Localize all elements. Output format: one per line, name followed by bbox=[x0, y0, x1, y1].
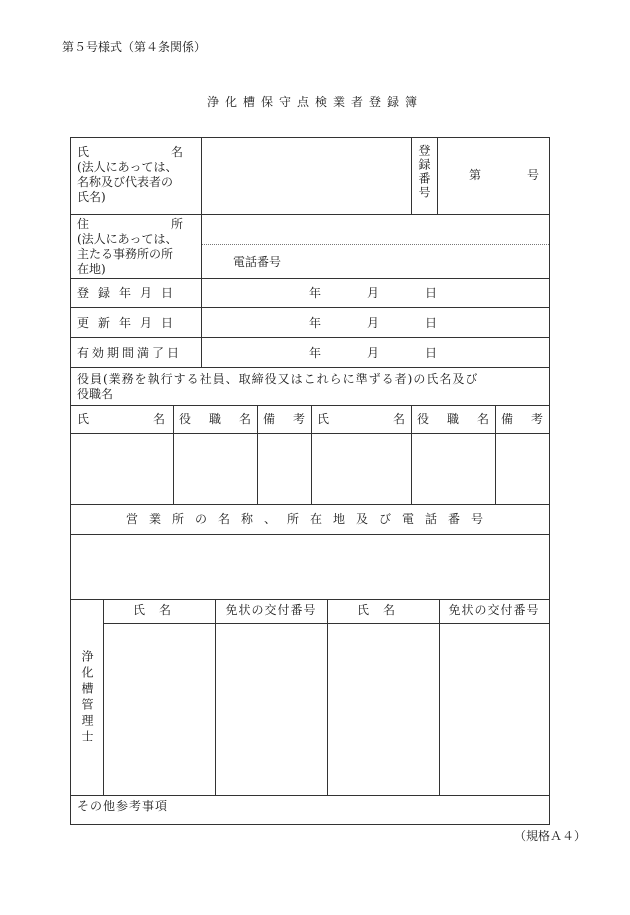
rule bbox=[71, 504, 549, 505]
renewal-date-month[interactable]: 月 bbox=[367, 316, 380, 330]
officers-col-name-2: 氏 名 bbox=[317, 412, 405, 426]
offices-entry-area[interactable] bbox=[71, 534, 549, 599]
officers-col-post-2: 役 職 名 bbox=[417, 412, 489, 426]
registration-date-day[interactable]: 日 bbox=[425, 286, 438, 300]
rule bbox=[71, 337, 549, 338]
rule bbox=[411, 138, 412, 214]
officers-col-name: 氏 名 bbox=[77, 412, 165, 426]
expiry-date-label: 有効期間満了日 bbox=[77, 346, 183, 360]
name-input[interactable] bbox=[201, 138, 411, 214]
officers-col-post: 役 職 名 bbox=[179, 412, 251, 426]
form-number-label: 第５号様式（第４条関係） bbox=[62, 40, 207, 54]
registration-number-label: 登録番号 bbox=[417, 144, 431, 200]
page-title: 浄化槽保守点検業者登録簿 bbox=[206, 95, 423, 109]
expiry-date-month[interactable]: 月 bbox=[367, 346, 380, 360]
rule bbox=[71, 599, 549, 600]
rule bbox=[437, 138, 438, 214]
registration-date-label: 登録年月日 bbox=[77, 286, 183, 300]
managers-side-label: 浄化槽管理士 bbox=[80, 650, 94, 746]
rule bbox=[71, 405, 549, 406]
officers-col-note: 備 考 bbox=[263, 412, 305, 426]
rule bbox=[71, 367, 549, 368]
phone-label: 電話番号 bbox=[233, 255, 282, 269]
name-label-note-2: 名称及び代表者の bbox=[77, 175, 174, 189]
renewal-date-year[interactable]: 年 bbox=[309, 316, 322, 330]
officers-entry-area[interactable] bbox=[71, 433, 549, 504]
registration-date-month[interactable]: 月 bbox=[367, 286, 380, 300]
registration-date-year[interactable]: 年 bbox=[309, 286, 322, 300]
address-label-note-2: 主たる事務所の所 bbox=[77, 247, 174, 261]
dotted-rule bbox=[201, 244, 549, 245]
renewal-date-label: 更新年月日 bbox=[77, 316, 183, 330]
name-label: 氏 名 bbox=[77, 145, 183, 159]
managers-col-license: 免状の交付番号 bbox=[225, 603, 317, 617]
managers-col-name: 氏名 bbox=[132, 603, 185, 617]
other-notes-label: その他参考事項 bbox=[77, 799, 169, 813]
rule bbox=[71, 278, 549, 279]
paper-size-note: （規格Ａ４） bbox=[513, 829, 586, 843]
address-label-note-3: 在地) bbox=[77, 262, 106, 276]
address-label-note-1: (法人にあっては、 bbox=[77, 232, 178, 246]
expiry-date-day[interactable]: 日 bbox=[425, 346, 438, 360]
address-label: 住 所 bbox=[77, 217, 183, 231]
name-label-note-1: (法人にあっては、 bbox=[77, 160, 178, 174]
offices-caption: 営業所の名称、所在地及び電話番号 bbox=[125, 512, 494, 526]
managers-col-name-2: 氏名 bbox=[356, 603, 409, 617]
rule bbox=[71, 307, 549, 308]
officers-caption-2: 役職名 bbox=[77, 387, 114, 401]
registry-form bbox=[70, 137, 550, 825]
managers-entry-area[interactable] bbox=[103, 623, 549, 795]
name-label-note-3: 氏名) bbox=[77, 190, 106, 204]
registration-number-field[interactable]: 第 号 bbox=[469, 168, 539, 182]
officers-col-note-2: 備 考 bbox=[501, 412, 543, 426]
managers-col-license-2: 免状の交付番号 bbox=[448, 603, 540, 617]
expiry-date-year[interactable]: 年 bbox=[309, 346, 322, 360]
rule bbox=[71, 795, 549, 796]
renewal-date-day[interactable]: 日 bbox=[425, 316, 438, 330]
address-input[interactable] bbox=[201, 214, 549, 244]
officers-caption: 役員(業務を執行する社員、取締役又はこれらに準ずる者)の氏名及び bbox=[77, 372, 479, 386]
